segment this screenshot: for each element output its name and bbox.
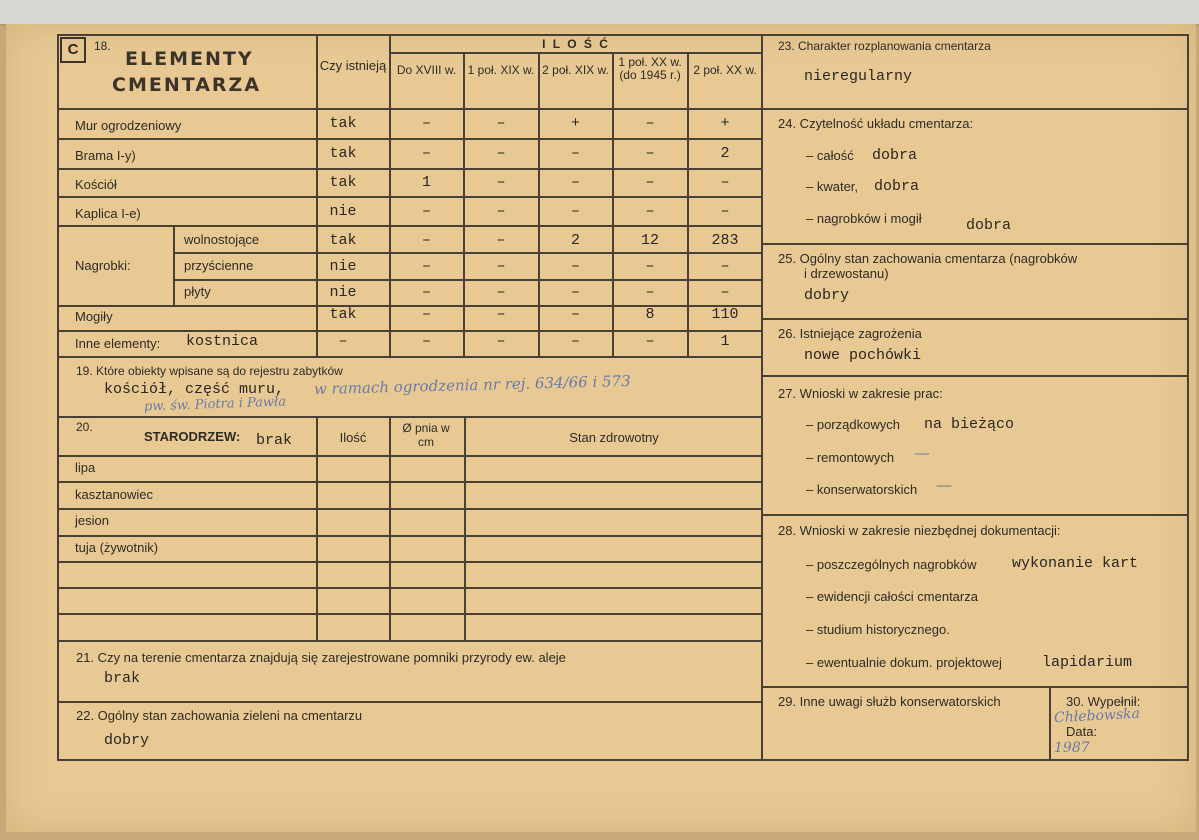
element-row-label: Mur ogrodzeniowy — [75, 118, 182, 133]
s24-item-value-0: dobra — [872, 147, 918, 164]
title-line-2: CMENTARZA — [112, 74, 262, 96]
element-row-exists: nie — [329, 284, 357, 301]
col-exists-header: Czy istnieją — [319, 58, 387, 73]
element-row-exists: tak — [329, 232, 357, 249]
s27-item-value-1: — — [914, 443, 930, 462]
tree-row-label: lipa — [75, 460, 96, 475]
element-row-value: – — [496, 284, 506, 301]
s28-label: 28. Wnioski w zakresie niezbędnej dokumentacji: — [778, 523, 1061, 538]
period-header-4: 2 poł. XX w. — [693, 63, 757, 77]
element-row-value: – — [570, 145, 580, 162]
element-row-value: 110 — [711, 306, 739, 323]
s25-value: dobry — [804, 287, 850, 304]
s23-value: nieregularny — [804, 68, 913, 85]
s27-item-label-2: – konserwatorskich — [806, 482, 918, 497]
element-row-value: – — [645, 115, 655, 132]
s21-value: brak — [104, 670, 141, 687]
s27-label: 27. Wnioski w zakresie prac: — [778, 386, 943, 401]
element-row-value: – — [720, 203, 730, 220]
tree-row-label: tuja (żywotnik) — [75, 540, 159, 555]
element-row-value: – — [496, 306, 506, 323]
element-row-value: – — [421, 306, 431, 323]
element-row-value: – — [496, 258, 506, 275]
s24-item-label-2: – nagrobków i mogił — [806, 211, 922, 226]
period-header-0: Do XVIII w. — [396, 63, 457, 77]
element-row-value: – — [570, 174, 580, 191]
s27-item-label-1: – remontowych — [806, 450, 895, 465]
element-row-value: – — [645, 333, 655, 350]
s19-typed: kościół, część muru, — [104, 381, 285, 398]
s28-item-label-3: – ewentualnie dokum. projektowej — [806, 655, 1002, 670]
s28-item-label-2: – studium historycznego. — [806, 622, 950, 637]
nagrobki-label: Nagrobki: — [75, 258, 131, 273]
element-row-value: – — [496, 174, 506, 191]
s26-label: 26. Istniejące zagrożenia — [778, 326, 922, 341]
s30-signature: Chłebowska — [1053, 705, 1141, 727]
s21-label: 21. Czy na terenie cmentarza znajdują się zarejestrowane pomniki przyrody ew. aleje — [76, 650, 566, 665]
element-row-label: Mogiły — [75, 309, 113, 324]
s19-handwritten-1: w ramach ogrodzenia nr rej. 634/66 i 573 — [313, 371, 631, 399]
category-box: C — [60, 37, 86, 63]
tree-row-label: jesion — [75, 513, 109, 528]
element-row-sublabel: przyścienne — [184, 258, 254, 273]
scanner-strip — [0, 0, 1199, 26]
element-row-value: – — [496, 145, 506, 162]
element-row-value: 1 — [421, 174, 431, 191]
s29-label: 29. Inne uwagi służb konserwatorskich — [778, 694, 1001, 709]
s20-col-ilosc: Ilość — [339, 430, 367, 445]
element-row-exists: tak — [329, 145, 357, 162]
element-row-exists: tak — [329, 115, 357, 132]
element-row-value: – — [720, 284, 730, 301]
element-row-exists: – — [338, 333, 348, 350]
element-row-value: – — [496, 333, 506, 350]
element-row-value: – — [421, 203, 431, 220]
title-line-1: ELEMENTY — [125, 48, 254, 70]
element-row-value: 8 — [645, 306, 655, 323]
s30-date-value: 1987 — [1054, 740, 1090, 756]
element-row-label: Brama I-y) — [75, 148, 136, 163]
element-row-value: – — [645, 258, 655, 275]
s27-item-value-2: — — [936, 475, 952, 494]
element-row-value: 12 — [640, 232, 659, 249]
element-row-value: – — [421, 258, 431, 275]
s25-label-1: 25. Ogólny stan zachowania cmentarza (nagrobków — [778, 251, 1078, 266]
s24-item-value-2: dobra — [966, 217, 1012, 234]
element-row-label: Kościół — [75, 177, 117, 192]
element-row-value: – — [496, 115, 506, 132]
s20-number: 20. — [76, 420, 93, 434]
element-row-value: + — [570, 115, 580, 132]
element-row-sublabel: kostnica — [186, 333, 259, 350]
element-row-value: – — [570, 284, 580, 301]
s19-handwritten-2: pw. św. Piotra i Pawła — [143, 394, 287, 415]
s25-label-2: i drzewostanu) — [804, 266, 889, 281]
s24-item-label-0: – całość — [806, 148, 854, 163]
element-row-value: – — [496, 203, 506, 220]
s28-item-value-3: lapidarium — [1042, 654, 1133, 671]
element-row-value: – — [421, 284, 431, 301]
s26-value: nowe pochówki — [804, 347, 922, 364]
element-row-sublabel: wolnostojące — [184, 232, 260, 247]
element-row-label: Inne elementy: — [75, 336, 161, 351]
element-row-value: – — [570, 333, 580, 350]
element-row-value: – — [570, 306, 580, 323]
period-header-1: 1 poł. XIX w. — [467, 63, 535, 77]
element-row-value: – — [645, 145, 655, 162]
element-row-value: – — [421, 333, 431, 350]
element-row-value: – — [645, 203, 655, 220]
section-title — [112, 46, 261, 98]
tree-row-label: kasztanowiec — [75, 487, 154, 502]
element-row-value: – — [496, 232, 506, 249]
element-row-value: – — [645, 174, 655, 191]
s19-label: 19. Które obiekty wpisane są do rejestru zabytków — [76, 364, 343, 378]
element-row-value: + — [720, 115, 730, 132]
period-header-3: 1 poł. XX w. (do 1945 r.) — [618, 55, 682, 82]
element-row-exists: nie — [329, 258, 357, 275]
element-row-exists: tak — [329, 174, 357, 191]
element-row-exists: tak — [329, 306, 357, 323]
s22-value: dobry — [104, 732, 150, 749]
s30-date-label: Data: — [1066, 724, 1098, 739]
s20-title: STARODRZEW: — [144, 429, 241, 444]
element-row-exists: nie — [329, 203, 357, 220]
s23-label: 23. Charakter rozplanowania cmentarza — [778, 39, 991, 53]
s24-item-label-1: – kwater, — [806, 179, 859, 194]
element-row-value: 2 — [720, 145, 730, 162]
element-row-value: 283 — [711, 232, 739, 249]
element-row-value: – — [421, 145, 431, 162]
element-row-value: – — [570, 203, 580, 220]
element-row-value: – — [421, 232, 431, 249]
period-header-2: 2 poł. XIX w. — [542, 63, 609, 77]
element-row-sublabel: płyty — [184, 284, 211, 299]
ilosc-header: I L O Ś Ć — [542, 37, 610, 51]
s28-item-value-0: wykonanie kart — [1012, 555, 1139, 572]
s24-label: 24. Czytelność układu cmentarza: — [778, 116, 974, 131]
element-row-value: – — [570, 258, 580, 275]
s30-label: 30. Wypełnił: — [1066, 694, 1141, 709]
element-row-value: 2 — [570, 232, 580, 249]
element-row-value: – — [645, 284, 655, 301]
element-row-value: – — [720, 258, 730, 275]
s20-value: brak — [256, 432, 293, 449]
s28-item-label-1: – ewidencji całości cmentarza — [806, 589, 978, 604]
element-row-value: – — [421, 115, 431, 132]
element-row-value: – — [720, 174, 730, 191]
section-number: 18. — [94, 39, 111, 53]
s27-item-label-0: – porządkowych — [806, 417, 900, 432]
element-row-label: Kaplica I-e) — [75, 206, 141, 221]
s20-col-fi: Ø pnia w cm — [402, 421, 450, 449]
element-row-value: 1 — [720, 333, 730, 350]
s27-item-value-0: na bieżąco — [924, 416, 1015, 433]
s22-label: 22. Ogólny stan zachowania zieleni na cmentarzu — [76, 708, 363, 723]
s24-item-value-1: dobra — [874, 178, 920, 195]
s28-item-label-0: – poszczególnych nagrobków — [806, 557, 977, 572]
s20-col-stan: Stan zdrowotny — [569, 430, 659, 445]
